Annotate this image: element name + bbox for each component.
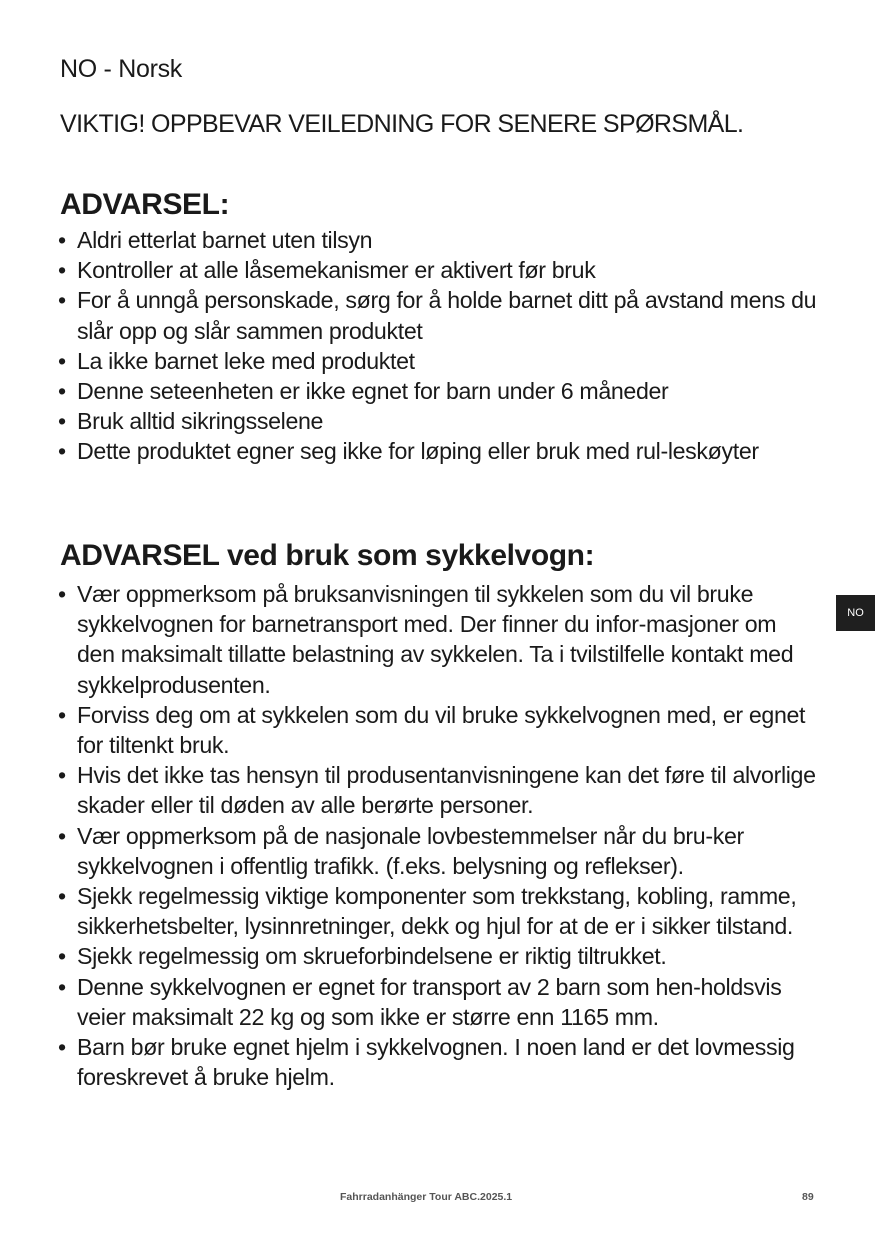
important-notice: VIKTIG! OPPBEVAR VEILEDNING FOR SENERE SPØRSMÅL. — [60, 110, 744, 138]
list-item: • Denne sykkelvognen er egnet for transport av 2 barn som hen-holdsvis veier maksimalt 22 kg og som ikke er større enn 1165 mm. — [58, 972, 818, 1032]
warning-list — [58, 225, 818, 467]
list-item: • Vær oppmerksom på bruksanvisningen til sykkelen som du vil bruke sykkelvognen for barnetransport med. Der finner du infor-masjoner om den maksimalt tillatte belastning av sykkelen. Ta i tvilstilfelle kontakt med sykkelprodusenten. — [58, 579, 818, 700]
page-number: 89 — [802, 1191, 814, 1203]
list-item: • Denne seteenheten er ikke egnet for barn under 6 måneder — [58, 376, 818, 406]
list-item: • La ikke barnet leke med produktet — [58, 346, 818, 376]
language-label: NO - Norsk — [60, 55, 183, 83]
list-item: • Aldri etterlat barnet uten tilsyn — [58, 225, 818, 255]
list-item: • Barn bør bruke egnet hjelm i sykkelvognen. I noen land er det lovmessig foreskrevet å bruke hjelm. — [58, 1032, 818, 1092]
warning-heading: ADVARSEL: — [60, 188, 230, 221]
list-item: • Sjekk regelmessig om skrueforbindelsene er riktig tiltrukket. — [58, 941, 818, 971]
list-item: • For å unngå personskade, sørg for å holde barnet ditt på avstand mens du slår opp og slår sammen produktet — [58, 285, 818, 345]
list-item: • Sjekk regelmessig viktige komponenter som trekkstang, kobling, ramme, sikkerhetsbelter, lysinnretninger, dekk og hjul for at de er i sikker tilstand. — [58, 881, 818, 941]
list-item: • Bruk alltid sikringsselene — [58, 406, 818, 436]
list-item: • Dette produktet egner seg ikke for løping eller bruk med rul-leskøyter — [58, 436, 818, 466]
list-item: • Kontroller at alle låsemekanismer er aktivert før bruk — [58, 255, 818, 285]
footer-title: Fahrradanhänger Tour ABC.2025.1 — [340, 1191, 513, 1203]
bike-warning-heading: ADVARSEL ved bruk som sykkelvogn: — [60, 539, 595, 572]
list-item: • Vær oppmerksom på de nasjonale lovbestemmelser når du bru-ker sykkelvognen i offentlig trafikk. (f.eks. belysning og reflekser). — [58, 821, 818, 881]
list-item: • Forviss deg om at sykkelen som du vil bruke sykkelvognen med, er egnet for tiltenkt bruk. — [58, 700, 818, 760]
bike-warning-list — [58, 579, 818, 1092]
language-side-tab: NO — [836, 595, 875, 631]
list-item: • Hvis det ikke tas hensyn til produsentanvisningene kan det føre til alvorlige skader eller til døden av alle berørte personer. — [58, 760, 818, 820]
